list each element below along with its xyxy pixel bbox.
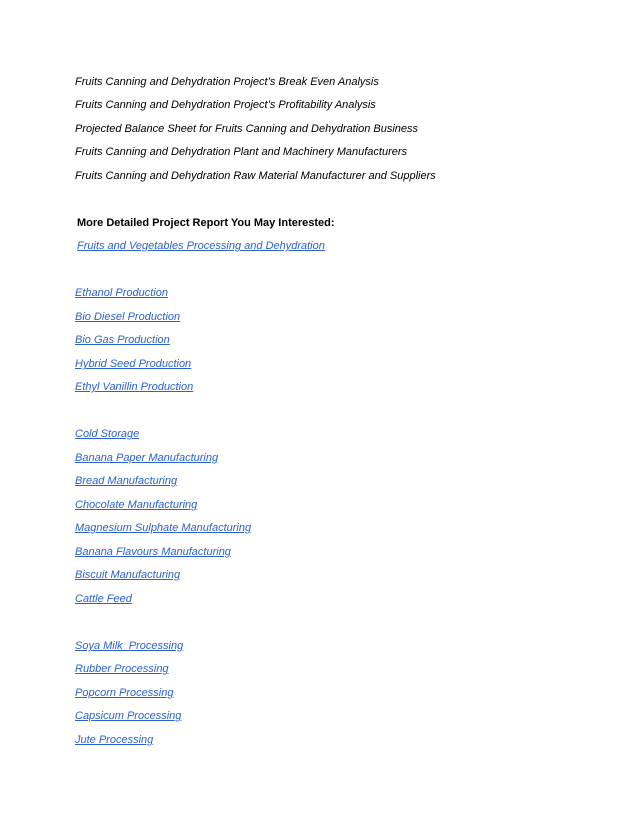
topic-balance-sheet: Projected Balance Sheet for Fruits Canning and Dehydration Business <box>75 123 419 135</box>
topic-break-even: Fruits Canning and Dehydration Project’s Break Even Analysis <box>75 76 379 88</box>
link-jute-processing[interactable]: Jute Processing <box>75 734 154 746</box>
link-rubber-processing[interactable]: Rubber Processing <box>75 663 169 675</box>
link-cattle-feed[interactable]: Cattle Feed <box>75 593 132 605</box>
link-capsicum-processing[interactable]: Capsicum Processing <box>75 710 182 722</box>
link-magnesium-sulphate[interactable]: Magnesium Sulphate Manufacturing <box>75 522 252 534</box>
link-bio-gas-production[interactable]: Bio Gas Production <box>75 334 170 346</box>
topic-profitability: Fruits Canning and Dehydration Project’s Profitability Analysis <box>75 99 376 111</box>
link-cold-storage[interactable]: Cold Storage <box>75 428 140 440</box>
link-bio-diesel-production[interactable]: Bio Diesel Production <box>75 311 181 323</box>
topic-plant-machinery: Fruits Canning and Dehydration Plant and Machinery Manufacturers <box>75 146 408 158</box>
link-hybrid-seed-production[interactable]: Hybrid Seed Production <box>75 358 192 370</box>
topic-raw-material: Fruits Canning and Dehydration Raw Material Manufacturer and Suppliers <box>75 170 436 182</box>
link-fruits-vegetables[interactable]: Fruits and Vegetables Processing and Dehydration <box>77 240 325 252</box>
link-ethyl-vanillin-production[interactable]: Ethyl Vanillin Production <box>75 381 194 393</box>
link-chocolate-manufacturing[interactable]: Chocolate Manufacturing <box>75 499 198 511</box>
link-ethanol-production[interactable]: Ethanol Production <box>75 287 168 299</box>
link-banana-flavours[interactable]: Banana Flavours Manufacturing <box>75 546 231 558</box>
more-reports-heading: More Detailed Project Report You May Interested: <box>77 217 335 229</box>
link-biscuit-manufacturing[interactable]: Biscuit Manufacturing <box>75 569 181 581</box>
link-banana-paper[interactable]: Banana Paper Manufacturing <box>75 452 219 464</box>
link-soya-milk-processing[interactable]: Soya Milk Processing <box>75 640 184 652</box>
link-popcorn-processing[interactable]: Popcorn Processing <box>75 687 174 699</box>
link-bread-manufacturing[interactable]: Bread Manufacturing <box>75 475 178 487</box>
